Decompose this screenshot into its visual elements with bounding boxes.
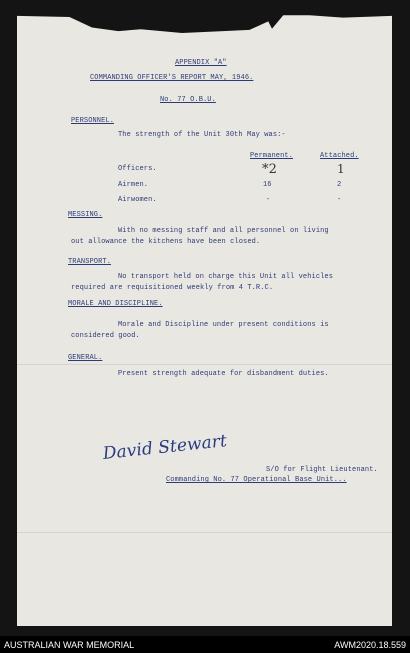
officers-label: Officers. <box>118 165 157 173</box>
transport-heading: TRANSPORT. <box>68 258 112 266</box>
transport-line-2: required are requisitioned weekly from 4 T.R.C. <box>71 284 274 292</box>
airmen-attached: 2 <box>337 181 342 189</box>
officers-attached: 1 <box>337 162 345 176</box>
signature: David Stewart <box>101 431 228 464</box>
transport-line-1: No transport held on charge this Unit all vehicles <box>118 273 334 281</box>
report-title: COMMANDING OFFICER'S REPORT MAY, 1946. <box>90 74 254 82</box>
morale-line-2: considered good. <box>71 332 140 340</box>
appendix-label: APPENDIX "A" <box>175 59 227 67</box>
fold-line <box>17 364 392 365</box>
messing-line-1: With no messing staff and all personnel on living <box>118 227 329 235</box>
personnel-heading: PERSONNEL. <box>71 117 115 125</box>
signoff-rank: S/O for Flight Lieutenant. <box>266 466 378 474</box>
airwomen-label: Airwomen. <box>118 196 157 204</box>
morale-heading: MORALE AND DISCIPLINE. <box>68 300 163 308</box>
airwomen-attached: - <box>337 196 342 204</box>
fold-line <box>17 532 392 533</box>
attached-column-header: Attached. <box>320 152 359 160</box>
airmen-label: Airmen. <box>118 181 149 189</box>
officers-permanent: *2 <box>262 162 277 177</box>
morale-line-1: Morale and Discipline under present conditions is <box>118 321 329 329</box>
unit-name: No. 77 O.B.U. <box>160 96 216 104</box>
airwomen-permanent: - <box>266 196 271 204</box>
personnel-intro: The strength of the Unit 30th May was:- <box>118 131 286 139</box>
document-page <box>17 14 392 626</box>
messing-heading: MESSING. <box>68 211 103 219</box>
footer-accession-number: AWM2020.18.559 <box>334 640 406 650</box>
general-line: Present strength adequate for disbandment duties. <box>118 370 329 378</box>
signoff-command: Commanding No. 77 Operational Base Unit... <box>166 476 347 484</box>
airmen-permanent: 16 <box>263 181 272 189</box>
footer-institution: AUSTRALIAN WAR MEMORIAL <box>4 640 135 650</box>
general-heading: GENERAL. <box>68 354 103 362</box>
footer-bar <box>0 636 410 653</box>
messing-line-2: out allowance the kitchens have been closed. <box>71 238 261 246</box>
permanent-column-header: Permanent. <box>250 152 294 160</box>
